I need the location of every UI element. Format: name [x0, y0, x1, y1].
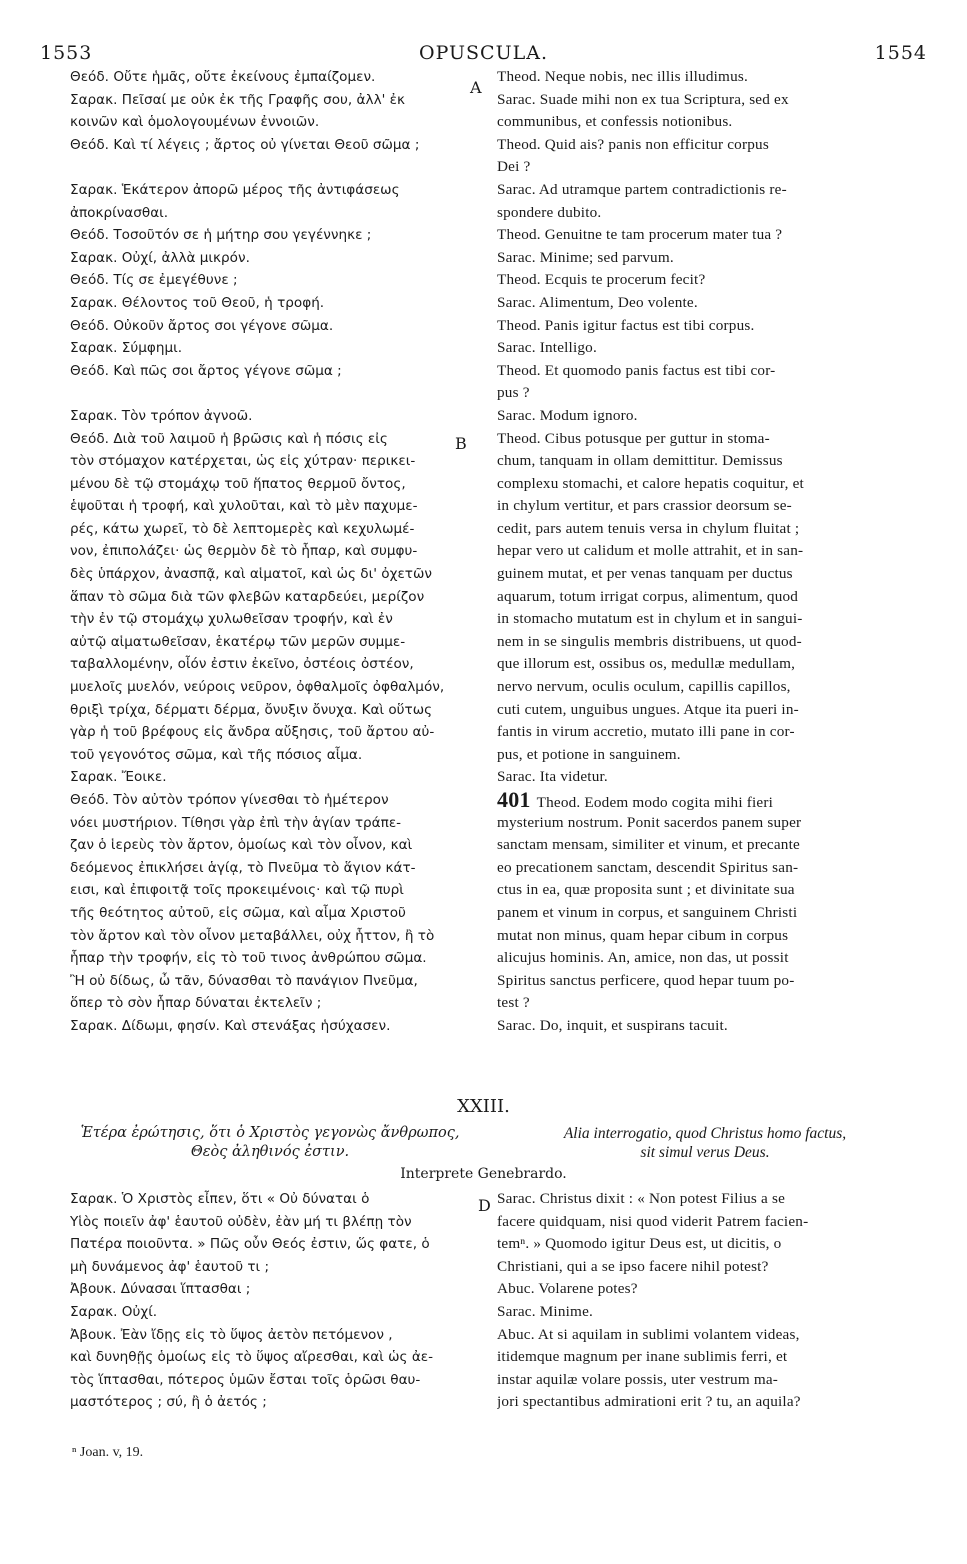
line-text: Theod. Et quomodo panis factus est tibi cor-	[497, 361, 776, 379]
text-line	[497, 744, 907, 767]
text-line	[70, 1233, 485, 1256]
text-line	[70, 586, 485, 609]
line-text: τὸν στόμαχον κατέρχεται, ὡς εἰς χύτραν· περικει-	[70, 453, 416, 470]
text-line	[497, 947, 907, 970]
text-line	[70, 315, 485, 338]
line-text: εισι, καὶ ἐπιφοιτᾷ τοῖς προκειμένοις· καὶ τῷ πυρὶ	[70, 882, 404, 899]
greek-subheading	[55, 1124, 485, 1162]
text-line	[497, 179, 907, 202]
line-text: communibus, et confessis notionibus.	[497, 113, 733, 131]
text-line	[497, 563, 907, 586]
latin-subheading	[505, 1124, 905, 1162]
text-line	[497, 1346, 907, 1369]
text-line	[70, 925, 485, 948]
text-line	[497, 156, 907, 179]
line-text: Σαρακ. Ἔοικε.	[70, 769, 167, 786]
latin-subheading-line: sit simul verus Deus.	[640, 1144, 770, 1161]
greek-subheading-line: Ἑτέρα ἐρώτησις, ὅτι ὁ Χριστὸς γεγονὼς ἄνθρωπος,	[80, 1125, 460, 1141]
line-text: ἀποκρίνασθαι.	[70, 204, 169, 221]
line-text: mutat non minus, quam hepar cibum in corpus	[497, 926, 789, 944]
text-line	[497, 382, 907, 405]
text-line	[497, 608, 907, 631]
column-number: 401	[497, 789, 531, 812]
section-heading: XXIII.	[457, 1096, 510, 1117]
interpreter-line: Interprete Genebrardo.	[400, 1166, 567, 1182]
text-line	[70, 1278, 485, 1301]
line-text: in stomacho mutatum est in chylum et in sangui-	[497, 610, 803, 628]
line-text: itidemque magnum per inane sublimis ferri, et	[497, 1348, 788, 1366]
text-line	[497, 699, 907, 722]
text-line	[70, 1256, 485, 1279]
line-text: Sarac. Christus dixit : « Non potest Filius a se	[497, 1190, 786, 1207]
text-line	[70, 202, 485, 225]
line-text: μὴ δυνάμενος ἀφ' ἑαυτοῦ τι ;	[70, 1258, 270, 1275]
line-text: mysterium nostrum. Ponit sacerdos panem super	[497, 813, 802, 831]
text-line	[497, 789, 907, 812]
line-text: temⁿ. » Quomodo igitur Deus est, ut dicitis, o	[497, 1235, 782, 1253]
text-line	[70, 428, 485, 451]
text-line	[70, 970, 485, 993]
text-line	[497, 540, 907, 563]
line-text: Σαρακ. Πεῖσαί με οὐκ ἐκ τῆς Γραφῆς σου, ἀλλ' ἐκ	[70, 91, 406, 108]
line-text: Sarac. Ita videtur.	[497, 768, 608, 786]
line-text: Υἱὸς ποιεῖν ἀφ' ἑαυτοῦ οὐδὲν, ἐὰν μή τι βλέπῃ τὸν	[70, 1213, 412, 1230]
text-line	[70, 608, 485, 631]
line-text: eo precationem sanctam, descendit Spiritus san-	[497, 858, 799, 876]
text-line	[497, 315, 907, 338]
text-line	[70, 857, 485, 880]
text-line	[497, 473, 907, 496]
line-text: chum, tanquam in ollam demittitur. Demissus	[497, 452, 783, 470]
line-text: aquarum, totum irrigat corpus, alimentum, quod	[497, 587, 799, 605]
line-text: Theod. Cibus potusque per guttur in stoma-	[497, 429, 770, 447]
text-line	[70, 1015, 485, 1038]
line-text: Θεόδ. Τοσοῦτόν σε ἡ μήτηρ σου γεγέννηκε ;	[70, 227, 372, 244]
line-text: Christiani, qui a se ipso facere nihil potest?	[497, 1257, 769, 1275]
text-line	[70, 269, 485, 292]
line-text: τῆς θεότητος αὐτοῦ, εἰς σῶμα, καὶ αἷμα Χριστοῦ	[70, 904, 406, 921]
line-text: Theod. Panis igitur factus est tibi corpus.	[497, 316, 755, 334]
text-line	[497, 224, 907, 247]
line-text: instar aquilæ volare possis, uter vestrum ma-	[497, 1370, 779, 1388]
text-line	[70, 360, 485, 383]
line-text: Θεόδ. Καὶ πῶς σοι ἄρτος γέγονε σῶμα ;	[70, 362, 342, 379]
text-line	[70, 473, 485, 496]
text-line	[70, 247, 485, 270]
line-text: Dei ?	[497, 158, 531, 176]
line-text: Sarac. Minime.	[497, 1302, 594, 1320]
text-line	[70, 405, 485, 428]
text-line	[70, 879, 485, 902]
line-text: αὐτῷ αἱματωθεῖσαν, ἑκατέρῳ τῶν μερῶν συμμε-	[70, 633, 406, 650]
line-text: μαστότερος ; σύ, ἢ ὁ ἀετός ;	[70, 1394, 267, 1411]
line-text: facere quidquam, nisi quod viderit Patrem facien-	[497, 1212, 809, 1230]
greek-column-bottom	[70, 1188, 485, 1414]
line-text: Σαρακ. Τὸν τρόπον ἀγνοῶ.	[70, 407, 253, 424]
text-line	[70, 1188, 485, 1211]
text-line	[70, 179, 485, 202]
text-line	[70, 1324, 485, 1347]
text-line	[497, 812, 907, 835]
text-line	[70, 224, 485, 247]
text-line	[70, 134, 485, 157]
line-text: Sarac. Modum ignoro.	[497, 406, 638, 424]
line-text: Σαρακ. Δίδωμι, φησίν. Καὶ στενάξας ἡσύχασεν.	[70, 1017, 391, 1034]
line-text: Sarac. Minime; sed parvum.	[497, 248, 674, 266]
line-text: τὴν ἐν τῷ στομάχῳ χυλωθεῖσαν τροφήν, καὶ ἐν	[70, 611, 393, 628]
line-text: Σαρακ. Οὐχί.	[70, 1303, 158, 1320]
text-line	[497, 89, 907, 112]
text-line	[70, 1346, 485, 1369]
line-text: Spiritus sanctus perficere, quod hepar tuum po-	[497, 971, 795, 989]
line-text: Σαρακ. Σύμφημι.	[70, 340, 183, 357]
text-line	[497, 450, 907, 473]
text-line	[497, 992, 907, 1015]
text-line	[497, 766, 907, 789]
line-text: Ἢ οὐ δίδως, ὦ τᾶν, δύνασθαι τὸ πανάγιον Πνεῦμα,	[70, 972, 418, 989]
line-text: sanctam mensam, similiter et vinum, et precante	[497, 836, 800, 854]
line-text: spondere dubito.	[497, 203, 602, 221]
greek-column-top	[70, 66, 485, 1038]
text-line	[70, 382, 485, 405]
line-text: Πατέρα ποιοῦντα. » Πῶς οὖν Θεός ἐστιν, ὥς φατε, ὁ	[70, 1236, 430, 1253]
page-number-right: 1554	[874, 42, 927, 64]
line-text: jori spectantibus admirationi erit ? tu, an aquila?	[497, 1393, 801, 1411]
latin-column-bottom	[497, 1188, 907, 1414]
line-text: Θεόδ. Διὰ τοῦ λαιμοῦ ἡ βρῶσις καὶ ἡ πόσις εἰς	[70, 430, 388, 447]
text-line	[497, 66, 907, 89]
text-line	[497, 653, 907, 676]
text-line	[497, 721, 907, 744]
text-line	[70, 947, 485, 970]
text-line	[70, 699, 485, 722]
line-text: Ἀβουκ. Δύνασαι ἵπτασθαι ;	[70, 1281, 251, 1298]
line-text: ἧπαρ τὴν τροφήν, εἰς τὸ τοῦ τινος ἀνθρώπου σῶμα.	[70, 950, 427, 967]
text-line	[497, 269, 907, 292]
greek-subheading-line: Θεὸς ἀληθινός ἐστιν.	[190, 1144, 350, 1160]
text-line	[497, 1233, 907, 1256]
line-text: νόει μυστήριον. Τίθησι γὰρ ἐπὶ τὴν ἁγίαν τράπε-	[70, 814, 402, 831]
line-text: cedit, pars autem tenuis versa in chylum fluitat ;	[497, 519, 800, 537]
text-line	[497, 1391, 907, 1414]
line-text: que illorum est, ossibus os, medullæ medullam,	[497, 655, 796, 673]
line-text: ἅπαν τὸ σῶμα διὰ τῶν φλεβῶν καταρδεύει, μερίζον	[70, 588, 425, 605]
text-line	[70, 766, 485, 789]
text-line	[497, 1015, 907, 1038]
text-line	[70, 292, 485, 315]
line-text: hepar vero ut calidum et molle attrahit, et in san-	[497, 542, 804, 560]
text-line	[497, 360, 907, 383]
text-line	[70, 676, 485, 699]
line-text: alicujus hominis. An, amice, non das, ut possit	[497, 949, 789, 967]
text-line	[497, 1256, 907, 1279]
line-text: ἑψοῦται ἡ τροφή, καὶ χυλοῦται, καὶ τὸ μὲν παχυμε-	[70, 498, 418, 515]
text-line	[497, 1211, 907, 1234]
line-text: Theod. Neque nobis, nec illis illudimus.	[497, 68, 748, 85]
text-line	[497, 292, 907, 315]
line-text: ctus in ea, quæ proposita sunt ; et divinitate sua	[497, 881, 795, 899]
text-line	[70, 450, 485, 473]
text-line	[497, 247, 907, 270]
line-text: Sarac. Ad utramque partem contradictionis re-	[497, 180, 787, 198]
text-line	[70, 789, 485, 812]
text-line	[497, 495, 907, 518]
line-text: nem in se singulis membris distribuens, ut quod-	[497, 632, 802, 650]
line-text: τοῦ γεγονότος σῶμα, καὶ τῆς πόσιος αἷμα.	[70, 746, 363, 763]
margin-marker-d: D	[478, 1196, 491, 1215]
line-text: Theod. Genuitne te tam procerum mater tua ?	[497, 226, 783, 244]
footnote: ⁿ Joan. v, 19.	[72, 1445, 144, 1460]
line-text: Sarac. Do, inquit, et suspirans tacuit.	[497, 1016, 728, 1034]
text-line	[497, 518, 907, 541]
line-text: ρές, κάτω χωρεῖ, τὸ δὲ λεπτομερὲς καὶ κεχυλωμέ-	[70, 520, 415, 537]
text-line	[497, 1188, 907, 1211]
text-line	[70, 156, 485, 179]
line-text: Abuc. Volarene potes?	[497, 1280, 638, 1298]
text-line	[70, 631, 485, 654]
line-text: μυελοῖς μυελόν, νεύροις νεῦρον, ὀφθαλμοῖς ὀφθαλμόν,	[70, 679, 445, 696]
line-text: pus, et potione in sanguinem.	[497, 745, 681, 763]
line-text: δεόμενος ἐπικλήσει ἁγίᾳ, τὸ Πνεῦμα τὸ ἅγιον κάτ-	[70, 859, 416, 876]
text-line	[497, 428, 907, 451]
text-line	[70, 1301, 485, 1324]
line-text: θριξὶ τρίχα, δέρματι δέρμα, ὄνυξιν ὄνυχα. Καὶ οὕτως	[70, 701, 433, 718]
line-text: Ἀβουκ. Ἐὰν ἴδῃς εἰς τὸ ὕψος ἀετὸν πετόμενον ,	[70, 1326, 393, 1343]
text-line	[497, 586, 907, 609]
text-line	[497, 631, 907, 654]
text-line	[70, 66, 485, 89]
line-text: in chylum vertitur, et pars crassior deorsum se-	[497, 497, 792, 515]
line-text: καὶ δυνηθῇς ὁμοίως εἰς τὸ ὕψος αἴρεσθαι, καὶ ὡς ἀε-	[70, 1349, 434, 1366]
text-line	[70, 337, 485, 360]
running-title: OPUSCULA.	[419, 42, 548, 64]
line-text: Theod. Eodem modo cogita mihi fieri	[536, 794, 774, 811]
text-line	[497, 134, 907, 157]
line-text: ὅπερ τὸ σὸν ἧπαρ δύναται ἐκτελεῖν ;	[70, 995, 322, 1012]
text-line	[70, 540, 485, 563]
text-line	[70, 89, 485, 112]
text-line	[70, 563, 485, 586]
text-line	[497, 902, 907, 925]
line-text: pus ?	[497, 384, 530, 402]
line-text: Theod. Ecquis te procerum fecit?	[497, 271, 706, 289]
text-line	[497, 1324, 907, 1347]
text-line	[70, 834, 485, 857]
line-text: μένου δὲ τῷ στομάχῳ τοῦ ἥπατος θερμοῦ ὄντος,	[70, 475, 406, 492]
line-text: Σαρακ. Θέλοντος τοῦ Θεοῦ, ἡ τροφή.	[70, 294, 325, 311]
line-text: νον, ἐπιπολάζει· ὡς θερμὸν δὲ τὸ ἧπαρ, καὶ συμφυ-	[70, 543, 418, 560]
text-line	[70, 1369, 485, 1392]
line-text: ζαν ὁ ἱερεὺς τὸν ἄρτον, ὁμοίως καὶ τὸν οἶνον, καὶ	[70, 837, 413, 854]
line-text: Theod. Quid ais? panis non efficitur corpus	[497, 135, 769, 153]
line-text: panem et vinum in corpus, et sanguinem Christi	[497, 903, 798, 921]
text-line	[70, 653, 485, 676]
line-text: Θεόδ. Οὐκοῦν ἄρτος σοι γέγονε σῶμα.	[70, 317, 334, 334]
text-line	[497, 405, 907, 428]
line-text: Sarac. Suade mihi non ex tua Scriptura, sed ex	[497, 90, 789, 108]
text-line	[497, 834, 907, 857]
text-line	[70, 518, 485, 541]
text-line	[70, 744, 485, 767]
line-text: test ?	[497, 994, 530, 1012]
text-line	[70, 1211, 485, 1234]
line-text: τὸς ἵπτασθαι, πότερος ὑμῶν ἔσται τοῖς ὁρῶσι θαυ-	[70, 1371, 421, 1388]
text-line	[497, 1301, 907, 1324]
line-text: Sarac. Alimentum, Deo volente.	[497, 293, 698, 311]
text-line	[497, 970, 907, 993]
latin-subheading-line: Alia interrogatio, quod Christus homo factus,	[563, 1125, 847, 1142]
page-number-left: 1553	[40, 42, 93, 64]
margin-marker-a: A	[470, 78, 482, 97]
line-text: τὸν ἄρτον καὶ τὸν οἶνον μεταβάλλει, οὐχ ἧττον, ἢ τὸ	[70, 927, 435, 944]
margin-marker-b: B	[455, 434, 467, 453]
text-line	[497, 925, 907, 948]
line-text: Θεόδ. Οὔτε ἡμᾶς, οὔτε ἐκείνους ἐμπαίζομεν.	[70, 69, 376, 85]
text-line	[497, 1369, 907, 1392]
line-text: Sarac. Intelligo.	[497, 339, 597, 357]
line-text: Abuc. At si aquilam in sublimi volantem videas,	[497, 1325, 800, 1343]
line-text: Θεόδ. Τίς σε ἐμεγέθυνε ;	[70, 272, 238, 289]
text-line	[70, 111, 485, 134]
line-text: fantis in virum accretio, mutato illi pane in cor-	[497, 723, 795, 741]
line-text: Σαρακ. Ἑκάτερον ἀπορῶ μέρος τῆς ἀντιφάσεως	[70, 181, 400, 198]
latin-column-top	[497, 66, 907, 1038]
text-line	[497, 676, 907, 699]
text-line	[70, 495, 485, 518]
line-text: Θεόδ. Καὶ τί λέγεις ; ἄρτος οὐ γίνεται Θεοῦ σῶμα ;	[70, 136, 420, 153]
line-text: γὰρ ἡ τοῦ βρέφους εἰς ἄνδρα αὔξησις, τοῦ ἄρτου αὐ-	[70, 724, 435, 741]
text-line	[497, 879, 907, 902]
line-text: complexu stomachi, et calore hepatis coquitur, et	[497, 474, 804, 492]
line-text: Σαρακ. Οὐχί, ἀλλὰ μικρόν.	[70, 249, 250, 266]
text-line	[497, 111, 907, 134]
text-line	[497, 202, 907, 225]
line-text: nervo nervum, oculis oculum, capillis capillos,	[497, 678, 791, 696]
text-line	[497, 857, 907, 880]
line-text: Θεόδ. Τὸν αὐτὸν τρόπον γίνεσθαι τὸ ἡμέτερον	[70, 792, 389, 808]
text-line	[70, 1391, 485, 1414]
text-line	[70, 721, 485, 744]
text-line	[70, 902, 485, 925]
line-text: guinem mutat, et per venas tanquam per ductus	[497, 565, 793, 583]
line-text: δὲς ὑπάρχον, ἀνασπᾷ, καὶ αἱματοῖ, καὶ ὡς δι' ὀχετῶν	[70, 566, 432, 583]
text-line	[70, 992, 485, 1015]
line-text: cuti cutem, unguibus ungues. Atque ita pueri in-	[497, 700, 799, 718]
text-line	[497, 337, 907, 360]
text-line	[70, 812, 485, 835]
line-text: ταβαλλομένην, οἷόν ἐστιν ἐκεῖνο, ὀστέοις ὀστέον,	[70, 656, 414, 673]
line-text: κοινῶν καὶ ὁμολογουμένων ἐννοιῶν.	[70, 114, 320, 131]
text-line	[497, 1278, 907, 1301]
line-text: Σαρακ. Ὁ Χριστὸς εἶπεν, ὅτι « Οὐ δύναται ὁ	[70, 1191, 370, 1207]
